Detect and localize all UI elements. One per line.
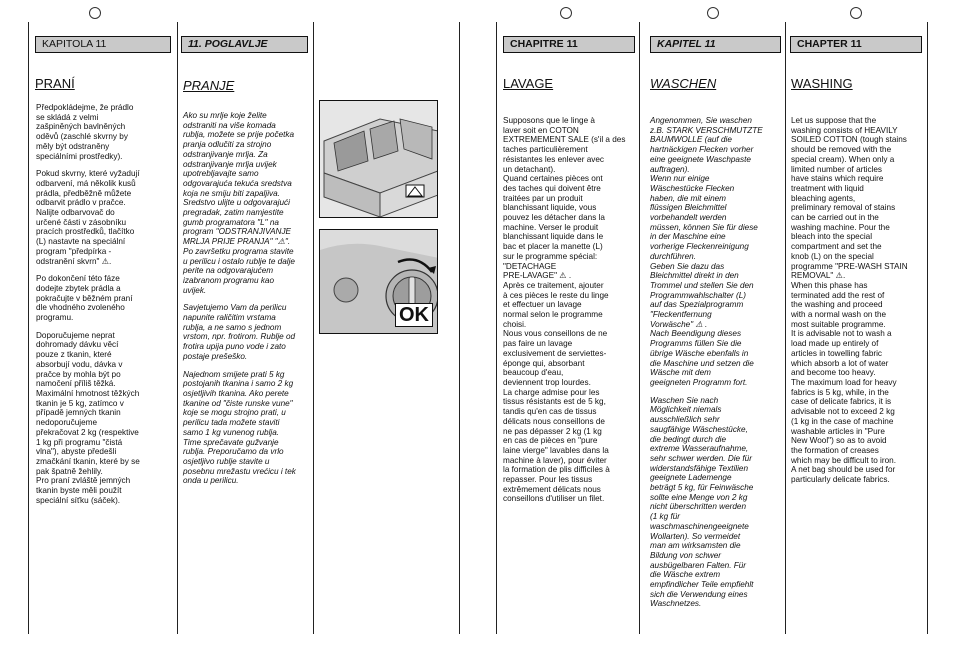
text-line: prádla, předběžně můžete	[36, 188, 132, 198]
text-line: hartnäckigen Flecken vorher	[650, 145, 754, 155]
text-line: which may be difficult to iron.	[791, 455, 896, 465]
text-line: laine vierge" lavables dans la	[503, 445, 609, 455]
text-line: bleaching agents,	[791, 193, 856, 203]
page-marker-circle	[89, 7, 101, 19]
text-line: la formation de plis difficiles à	[503, 465, 610, 475]
text-line: taches particulièrement	[503, 145, 588, 155]
paragraph	[650, 396, 786, 609]
text-line: washing consists of HEAVILY	[791, 125, 898, 135]
text-line: most suitable programme.	[791, 319, 886, 329]
ok-label: OK	[395, 303, 433, 327]
text-line: zmačkání tkanin, které by se	[36, 456, 140, 466]
text-line: namočení příliš těžká.	[36, 379, 116, 389]
text-line: washable articles in "Pure	[791, 426, 885, 436]
section-title-fr: LAVAGE	[503, 76, 554, 91]
text-line: and become too heavy.	[791, 368, 876, 378]
text-line: pranja odlučiti za strojno	[183, 140, 272, 150]
text-line: Waschen Sie nach	[650, 395, 719, 405]
section-title-cz: PRANÍ	[35, 76, 75, 91]
text-line: postojanih tkanina i samo 2 kg	[183, 379, 294, 389]
text-line: saugfähige Wäschestücke,	[650, 424, 748, 434]
text-line: beaucoup d'eau,	[503, 368, 564, 378]
text-line: MRLJA PRIJE PRANJA" "⚠".	[183, 237, 291, 247]
text-line: Bleichmittel direkt in den	[650, 271, 739, 281]
text-line: terminated add the rest of	[791, 290, 885, 300]
text-line: Angenommen, Sie waschen	[650, 116, 752, 125]
column-divider	[28, 22, 29, 634]
text-line: die bedingt durch die	[650, 434, 727, 444]
text-line: beträgt 5 kg, für Feinwäsche	[650, 483, 754, 493]
text-line: osjetljivih tkanina. Ako perete	[183, 388, 289, 398]
text-line: se skládá z velmi	[36, 112, 99, 122]
text-line: fabrics is 5 kg, while, in the	[791, 387, 889, 397]
text-line: et effectuer un lavage	[503, 300, 582, 310]
text-line: postaje prešeško.	[183, 351, 248, 361]
text-line: durchführen.	[650, 251, 696, 261]
text-line: Najednom smijete prati 5 kg	[183, 369, 285, 379]
text-line: exclusivement de serviettes-	[503, 348, 607, 358]
text-line: z.B. STARK VERSCHMUTZTE	[650, 125, 763, 135]
text-line: die Maschine und setzen die	[650, 358, 754, 368]
text-line: Ako su mrlje koje želite	[183, 111, 267, 120]
text-line: upotrebljavajte samo	[183, 169, 259, 179]
text-line: Nalijte odbarvovač do	[36, 208, 115, 218]
text-line: geeignete Lademenge	[650, 473, 732, 483]
text-line: Möglichkeit niemals	[650, 405, 722, 415]
text-line: load made up entirely of	[791, 339, 879, 349]
text-line: which absorb a lot of water	[791, 358, 889, 368]
text-line: sollte eine Menge von 2 kg	[650, 492, 748, 502]
text-line: odstranění skvrn" ⚠.	[36, 256, 112, 266]
paragraph	[791, 116, 927, 485]
text-line: absorbují vodu, dávka v	[36, 359, 123, 369]
text-line: Maximální hmotnost těžkých	[36, 388, 140, 398]
text-line: odstraniti na više komada	[183, 120, 276, 130]
chapter-header-hr: 11. POGLAVLJE	[181, 36, 308, 53]
chapter-header-fr: CHAPITRE 11	[503, 36, 635, 53]
text-line: ausbügelbaren Falten. Für	[650, 560, 747, 570]
text-line: blanchissant liquide, vous	[503, 203, 597, 213]
text-line: onda u perilicu.	[183, 476, 239, 486]
text-line: rublja, možete se prije početka	[183, 130, 295, 140]
text-line: the washing and proceed	[791, 300, 883, 310]
text-line: Let us suppose that the	[791, 116, 877, 125]
body-text-hr	[183, 111, 313, 494]
text-line: napunite raličitim vrstama	[183, 313, 276, 323]
text-line: Pro praní zvláště jemných	[36, 476, 131, 486]
text-line: speciálními prostředky).	[36, 151, 123, 161]
text-line: Trommel und stellen Sie den	[650, 280, 754, 290]
text-line: sich die Verwendung eines	[650, 589, 748, 599]
text-line: EXTREMEMENT SALE (s'il a des	[503, 135, 626, 145]
paragraph	[36, 274, 174, 323]
text-line: nicht überschritten werden	[650, 502, 747, 512]
text-line: en cas de pièces en "pure	[503, 436, 598, 446]
text-line: machine à laver), pour éviter	[503, 455, 607, 465]
section-title-de: WASCHEN	[650, 76, 717, 91]
text-line: articles in towelling fabric	[791, 348, 883, 358]
paragraph	[503, 116, 639, 504]
text-line: (1 kg für	[650, 512, 681, 522]
text-line: samo 1 kg vunenog rublja.	[183, 427, 280, 437]
column-divider	[459, 22, 460, 634]
text-line: délicats nous conseillons de	[503, 416, 605, 426]
text-line: posebnu mrežastu vrećicu i tek	[183, 466, 296, 476]
text-line: blanchissant liquide dans le	[503, 232, 604, 242]
paragraph	[183, 303, 313, 361]
text-line: tkanin je 5 kg, zatímco v	[36, 398, 124, 408]
text-line: osjetljivo rublje stavite u	[183, 456, 270, 466]
text-line: Supposons que le linge à	[503, 116, 595, 125]
text-line: pracích prostředků, tlačítko	[36, 227, 135, 237]
text-line: zašpiněných bavlněných	[36, 122, 126, 132]
text-line: normal selon le programme	[503, 310, 603, 320]
text-line: Po dokončení této fáze	[36, 274, 120, 284]
text-line: koje se mogu strojno prati, u	[183, 408, 286, 418]
chapter-header-de: KAPITEL 11	[650, 36, 781, 53]
section-title-hr: PRANJE	[183, 78, 235, 93]
paragraph	[183, 111, 313, 295]
paragraph	[183, 370, 313, 486]
text-line: Wäsche mit dem	[650, 368, 711, 378]
paragraph	[36, 331, 174, 506]
text-line: deviennent trop lourdes.	[503, 377, 591, 387]
text-line: sehr schwer werden. Die für	[650, 453, 752, 463]
body-text-fr	[503, 116, 639, 512]
text-line: oděvů (zaschlé skvrny by	[36, 132, 128, 142]
text-line: odstranjivanje mrlja uvijek	[183, 159, 277, 169]
text-line: speciální síťku (sáček).	[36, 495, 121, 505]
text-line: uvijek.	[183, 285, 207, 295]
column-divider	[639, 22, 640, 634]
text-line: určené části v zásobníku	[36, 217, 127, 227]
text-line: laver soit en COTON	[503, 125, 579, 135]
text-line: "Fleckentfernung	[650, 310, 712, 320]
text-line: Quand certaines pièces ont	[503, 174, 603, 184]
text-line: dodejte zbytek prádla a	[36, 283, 121, 293]
text-line: man am wirksamsten die	[650, 541, 741, 551]
paragraph	[650, 116, 786, 388]
column-divider	[496, 22, 497, 634]
text-line: haben, die mit einem	[650, 193, 727, 203]
text-line: Nach Beendigung dieses	[650, 329, 742, 339]
text-line: eine geeignete Waschpaste	[650, 154, 751, 164]
detergent-drawer-illustration	[320, 101, 438, 218]
text-line: (L) nastavte na speciální	[36, 237, 126, 247]
text-line: dle vhodného zvoleného	[36, 303, 125, 313]
paragraph	[36, 103, 174, 161]
programme-knob-figure	[319, 229, 438, 334]
text-line: flüssigen Bleichmittel	[650, 203, 727, 213]
text-line: měly být odstraněny	[36, 141, 110, 151]
body-text-de	[650, 116, 786, 617]
text-line: rublja. Preporučamo da vrlo	[183, 447, 284, 457]
text-line: choisi.	[503, 319, 527, 329]
text-line: un detachant).	[503, 164, 556, 174]
text-line: in der Maschine eine	[650, 232, 726, 242]
text-line: "DETACHAGE	[503, 261, 557, 271]
text-line: auftragen).	[650, 164, 690, 174]
page-marker-circle	[560, 7, 572, 19]
text-line: A net bag should be used for	[791, 465, 896, 475]
text-line: pouze z tkanin, které	[36, 350, 112, 360]
text-line: treatment with liquid	[791, 183, 864, 193]
text-line: Wenn nur einige	[650, 174, 710, 184]
text-line: Programmwahlschalter (L)	[650, 290, 747, 300]
text-line: repasser. Pour les tissus	[503, 475, 593, 485]
text-line: Waschnetzes.	[650, 599, 702, 609]
text-line: La charge admise pour les	[503, 387, 600, 397]
text-line: Après ce traitement, ajouter	[503, 280, 604, 290]
text-line: izabranom programu kao	[183, 275, 275, 285]
text-line: Time sprečavate gužvanje	[183, 437, 279, 447]
text-line: pas faire un lavage	[503, 339, 573, 349]
text-line: vlna"), abyste předešli	[36, 447, 117, 457]
body-text-en	[791, 116, 927, 493]
text-line: pouvez les détacher dans la	[503, 213, 605, 223]
text-line: REMOVAL" ⚠.	[791, 271, 846, 281]
chapter-header-cz: KAPITOLA 11	[35, 36, 171, 53]
text-line: perite na odgovarajućem	[183, 266, 274, 276]
text-line: vrstom, npr. frotirom. Rublje od	[183, 332, 296, 342]
page-marker-circle	[707, 7, 719, 19]
text-line: des taches qui doivent être	[503, 183, 601, 193]
text-line: Vorwäsche" ⚠ .	[650, 319, 708, 329]
text-line: bleach into the special	[791, 232, 873, 242]
chapter-header-en: CHAPTER 11	[790, 36, 922, 53]
text-line: Wollarten). So vermeidet	[650, 531, 741, 541]
page-marker-circle	[850, 7, 862, 19]
column-divider	[313, 22, 314, 634]
text-line: knob (L) on the special	[791, 251, 874, 261]
text-line: BAUMWOLLE (auf die	[650, 135, 732, 145]
text-line: with a normal wash on the	[791, 310, 887, 320]
text-line: koja ne smiju biti zapaljiva.	[183, 188, 280, 198]
text-line: widerstandsfähige Textilien	[650, 463, 749, 473]
text-line: Wäschestücke Flecken	[650, 183, 735, 193]
text-line: perilicu tada možete staviti	[183, 418, 280, 428]
text-line: preliminary removal of stains	[791, 203, 896, 213]
text-line: odstranjivanje mrlja. Za	[183, 149, 268, 159]
text-line: u perilicu i ostalo rublje te dalje	[183, 256, 295, 266]
text-line: auf das Spezialprogramm	[650, 300, 744, 310]
text-line: Programms füllen Sie die	[650, 339, 742, 349]
text-line: washing machine. Pour the	[791, 222, 890, 232]
text-line: extreme Wasseraufnahme,	[650, 444, 749, 454]
text-line: tkanine od "čiste runske vune"	[183, 398, 293, 408]
text-line: sur le programme spécial:	[503, 251, 598, 261]
detergent-drawer-figure	[319, 100, 438, 218]
text-line: nedoporučujeme	[36, 418, 97, 428]
text-line: have stains which require	[791, 174, 884, 184]
text-line: ne pas dépasser 2 kg (1 kg	[503, 426, 602, 436]
text-line: limited number of articles	[791, 164, 883, 174]
text-line: die Wäsche extrem	[650, 570, 721, 580]
text-line: It is advisable not to wash a	[791, 329, 892, 339]
text-line: SOILED COTTON (tough stains	[791, 135, 907, 145]
text-line: programme "PRE-WASH STAIN	[791, 261, 908, 271]
text-line: geeigneten Programm fort.	[650, 377, 748, 387]
text-line: pregradak, zatim namjestite	[183, 208, 284, 218]
text-line: (1 kg in the case of machine	[791, 416, 894, 426]
text-line: Nous vous conseillons de ne	[503, 329, 608, 339]
text-line: particularly delicate fabrics.	[791, 475, 890, 485]
text-line: Doporučujeme neprat	[36, 330, 115, 340]
text-line: případě jemných tkanin	[36, 408, 121, 418]
text-line: Pokud skvrny, které vyžadují	[36, 169, 140, 179]
text-line: müssen, können Sie für diese	[650, 222, 758, 232]
text-line: waschmaschinengeeignete	[650, 521, 749, 531]
text-line: New Wool") so as to avoid	[791, 436, 887, 446]
text-line: Bildung von schwer	[650, 550, 721, 560]
text-line: tkanin byste měli použít	[36, 486, 122, 496]
text-line: traitées par un produit	[503, 193, 583, 203]
text-line: odbarvit prádlo v pračce.	[36, 198, 126, 208]
text-line: frotira upija puno vode i zato	[183, 342, 286, 352]
text-line: vorherige Fleckenreinigung	[650, 242, 749, 252]
text-line: pračce by mohla být po	[36, 369, 121, 379]
column-divider	[177, 22, 178, 634]
text-line: übrige Wäsche ebenfalls in	[650, 348, 749, 358]
text-line: The maximum load for heavy	[791, 377, 897, 387]
text-line: tissus résistants est de 5 kg,	[503, 397, 606, 407]
text-line: pak špatně žehlily.	[36, 466, 103, 476]
text-line: program "předpírka -	[36, 246, 112, 256]
text-line: machine. Verser le produit	[503, 222, 599, 232]
text-line: dohromady dávku věcí	[36, 340, 119, 350]
text-line: ausschließlich sehr	[650, 415, 720, 425]
text-line: vorbehandelt werden	[650, 213, 727, 223]
text-line: should be removed with the	[791, 145, 892, 155]
text-line: odgovarajuća tekuća sredstva	[183, 178, 292, 188]
text-line: can be carried out in the	[791, 213, 879, 223]
text-line: odbarvení, má několik kusů	[36, 178, 136, 188]
text-line: 1 kg při programu "čistá	[36, 437, 123, 447]
text-line: éponge qui, absorbant	[503, 358, 585, 368]
text-line: empfindlicher Teile empfiehlt	[650, 580, 754, 590]
text-line: Po završetku programa stavite	[183, 246, 294, 256]
section-title-en: WASHING	[791, 76, 853, 91]
text-line: pokračujte v běžném praní	[36, 293, 133, 303]
text-line: gumb programatora "L" na	[183, 217, 279, 227]
text-line: programu.	[36, 313, 74, 323]
text-line: extrêmement délicats nous	[503, 484, 601, 494]
text-line: bac et placer la manette (L)	[503, 242, 603, 252]
text-line: conseillons d'utiliser un filet.	[503, 494, 605, 504]
text-line: the formation of creases	[791, 445, 879, 455]
text-line: PRE-LAVAGE" ⚠ .	[503, 271, 572, 281]
text-line: program "ODSTRANJIVANJE	[183, 227, 292, 237]
text-line: Savjetujemo Vam da perilicu	[183, 303, 287, 313]
text-line: Sredstvo ulijte u odgovarajući	[183, 198, 290, 208]
text-line: překračovat 2 kg (respektive	[36, 427, 139, 437]
text-line: compartment and set the	[791, 242, 882, 252]
text-line: tandis qu'en cas de tissus	[503, 407, 597, 417]
column-divider	[927, 22, 928, 634]
text-line: rublja, a ne samo s jednom	[183, 322, 282, 332]
text-line: advisable not to exceed 2 kg	[791, 407, 895, 417]
text-line: Předpokládejme, že prádlo	[36, 103, 134, 112]
text-line: When this phase has	[791, 280, 868, 290]
text-line: à ces pièces le reste du linge	[503, 290, 609, 300]
text-line: case of delicate fabrics, it is	[791, 397, 892, 407]
text-line: special cream). When only a	[791, 154, 895, 164]
text-line: Geben Sie dazu das	[650, 261, 725, 271]
paragraph	[36, 169, 174, 266]
body-text-cz	[36, 103, 174, 513]
text-line: résistantes les enlever avec	[503, 154, 605, 164]
